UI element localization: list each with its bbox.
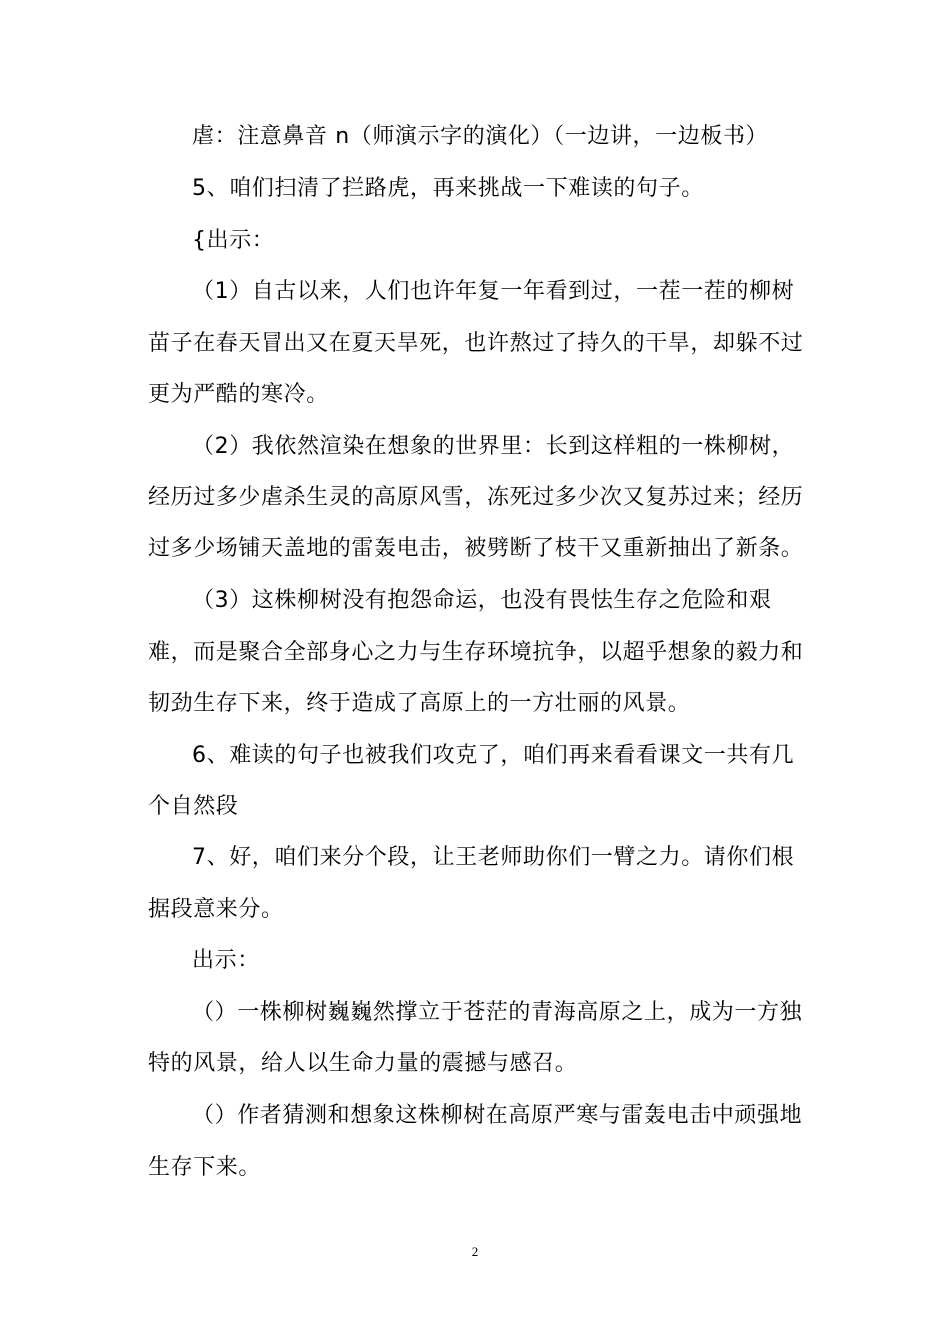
page-number: 2 <box>471 1244 479 1259</box>
text-line: 虐：注意鼻音 n（师演示字的演化）（一边讲，一边板书） <box>192 124 769 149</box>
text-line: 5、咱们扫清了拦路虎，再来挑战一下难读的句子。 <box>192 176 704 201</box>
text-line: 6、难读的句子也被我们攻克了，咱们再来看看课文一共有几 <box>192 743 795 768</box>
text-line: 苗子在春天冒出又在夏天旱死，也许熬过了持久的干旱，却躲不过 <box>148 331 804 356</box>
text-line: 7、好，咱们来分个段，让王老师助你们一臂之力。请你们根 <box>192 845 795 870</box>
text-line: 经历过多少虐杀生灵的高原风雪，冻死过多少次又复苏过来；经历 <box>148 485 804 510</box>
text-line: 韧劲生存下来，终于造成了高原上的一方壮丽的风景。 <box>148 691 691 716</box>
text-line: 据段意来分。 <box>148 897 284 922</box>
text-line: 难，而是聚合全部身心之力与生存环境抗争，以超乎想象的毅力和 <box>148 640 804 665</box>
text-line: 特的风景，给人以生命力量的震撼与感召。 <box>148 1051 578 1076</box>
text-line: 出示： <box>192 948 260 973</box>
text-line: {出示： <box>192 228 275 253</box>
text-line: 个自然段 <box>148 794 239 819</box>
text-line: （）作者猜测和想象这株柳树在高原严寒与雷轰电击中顽强地 <box>192 1103 803 1128</box>
text-line: （）一株柳树巍巍然撑立于苍茫的青海高原之上，成为一方独 <box>192 1000 803 1025</box>
text-line: （2）我依然渲染在想象的世界里：长到这样粗的一株柳树， <box>192 434 795 459</box>
text-line: 过多少场铺天盖地的雷轰电击，被劈断了枝干又重新抽出了新条。 <box>148 536 804 561</box>
text-line: 生存下来。 <box>148 1155 262 1180</box>
text-line: 更为严酷的寒冷。 <box>148 382 329 407</box>
text-line: （1）自古以来，人们也许年复一年看到过，一茬一茬的柳树 <box>192 279 795 304</box>
text-line: （3）这株柳树没有抱怨命运，也没有畏怯生存之危险和艰 <box>192 588 772 613</box>
